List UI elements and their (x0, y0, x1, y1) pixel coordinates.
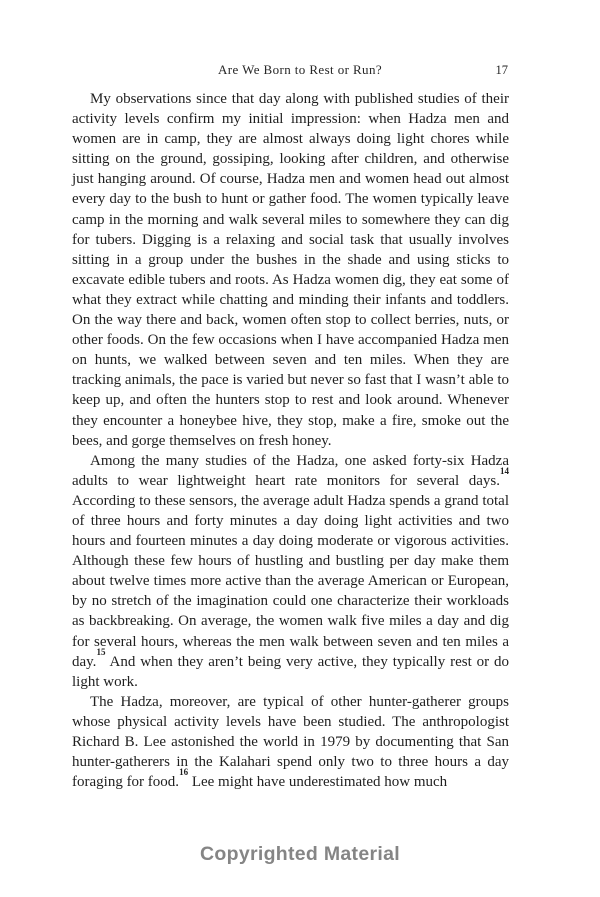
page-number: 17 (495, 63, 508, 77)
paragraph-text: The Hadza, moreover, are typical of other hunter-gatherer groups whose physical activity levels have been studied. The anthropologist Richard B. Lee astonished the world in 1979 by documenting that San hunter-gatherers in the Kalahari spend only two to three hours a day foraging for food. (72, 693, 509, 791)
paragraph-text: And when they aren’t being very active, they typically rest or do light work. (72, 653, 509, 690)
paragraph-text: Among the many studies of the Hadza, one asked forty-six Hadza adults to wear lightweight heart rate monitors for several days. (72, 452, 509, 489)
footnote-ref-14: 14 (500, 465, 509, 476)
paragraph-1 (72, 89, 509, 451)
paragraph-text: Lee might have underestimated how much (188, 774, 448, 791)
paragraph-text: According to these sensors, the average adult Hadza spends a grand total of three hours and forty minutes a day doing light activities and two hours and fourteen minutes a day doing moderate or vigorous activities. Although these few hours of hustling and bustling per day make them about twelve times more active than the average American or European, by no stretch of the imagination could one characterize their workloads as backbreaking. On average, the women walk five miles a day and dig for several hours, whereas the men walk between seven and ten miles a day. (72, 492, 509, 670)
paragraph-3 (72, 692, 509, 792)
running-head (0, 62, 600, 80)
copyright-notice: Copyrighted Material (200, 843, 400, 865)
footnote-ref-16: 16 (179, 767, 189, 778)
paragraph-2 (72, 451, 509, 692)
footnote-ref-15: 15 (96, 646, 106, 657)
running-head-title: Are We Born to Rest or Run? (217, 62, 383, 77)
body-text (72, 89, 509, 792)
paragraph-text: My observations since that day along with published studies of their activity levels confirm my initial impression: when Hadza men and women are in camp, they are almost always doing light chores while sitting on the ground, gossiping, looking after children, and otherwise just hanging around. Of course, Hadza men and women head out almost every day to the bush to hunt or gather food. The women typically leave camp in the morning and walk several miles to somewhere they can dig for tubers. Digging is a relaxing and social task that usually involves sitting in a group under the bushes in the shade and using sticks to excavate edible tubers and roots. As Hadza women dig, they eat some of what they extract while chatting and minding their infants and toddlers. On the way there and back, women often stop to collect berries, nuts, or other foods. On the few occasions when I have accompanied Hadza men on hunts, we walked between seven and ten miles. When they are tracking animals, the pace is varied but never so fast that I wasn’t able to keep up, and often the hunters stop to rest and look around. Whenever they encounter a honeybee hive, they stop, make a fire, smoke out the bees, and gorge themselves on fresh honey. (72, 91, 509, 449)
